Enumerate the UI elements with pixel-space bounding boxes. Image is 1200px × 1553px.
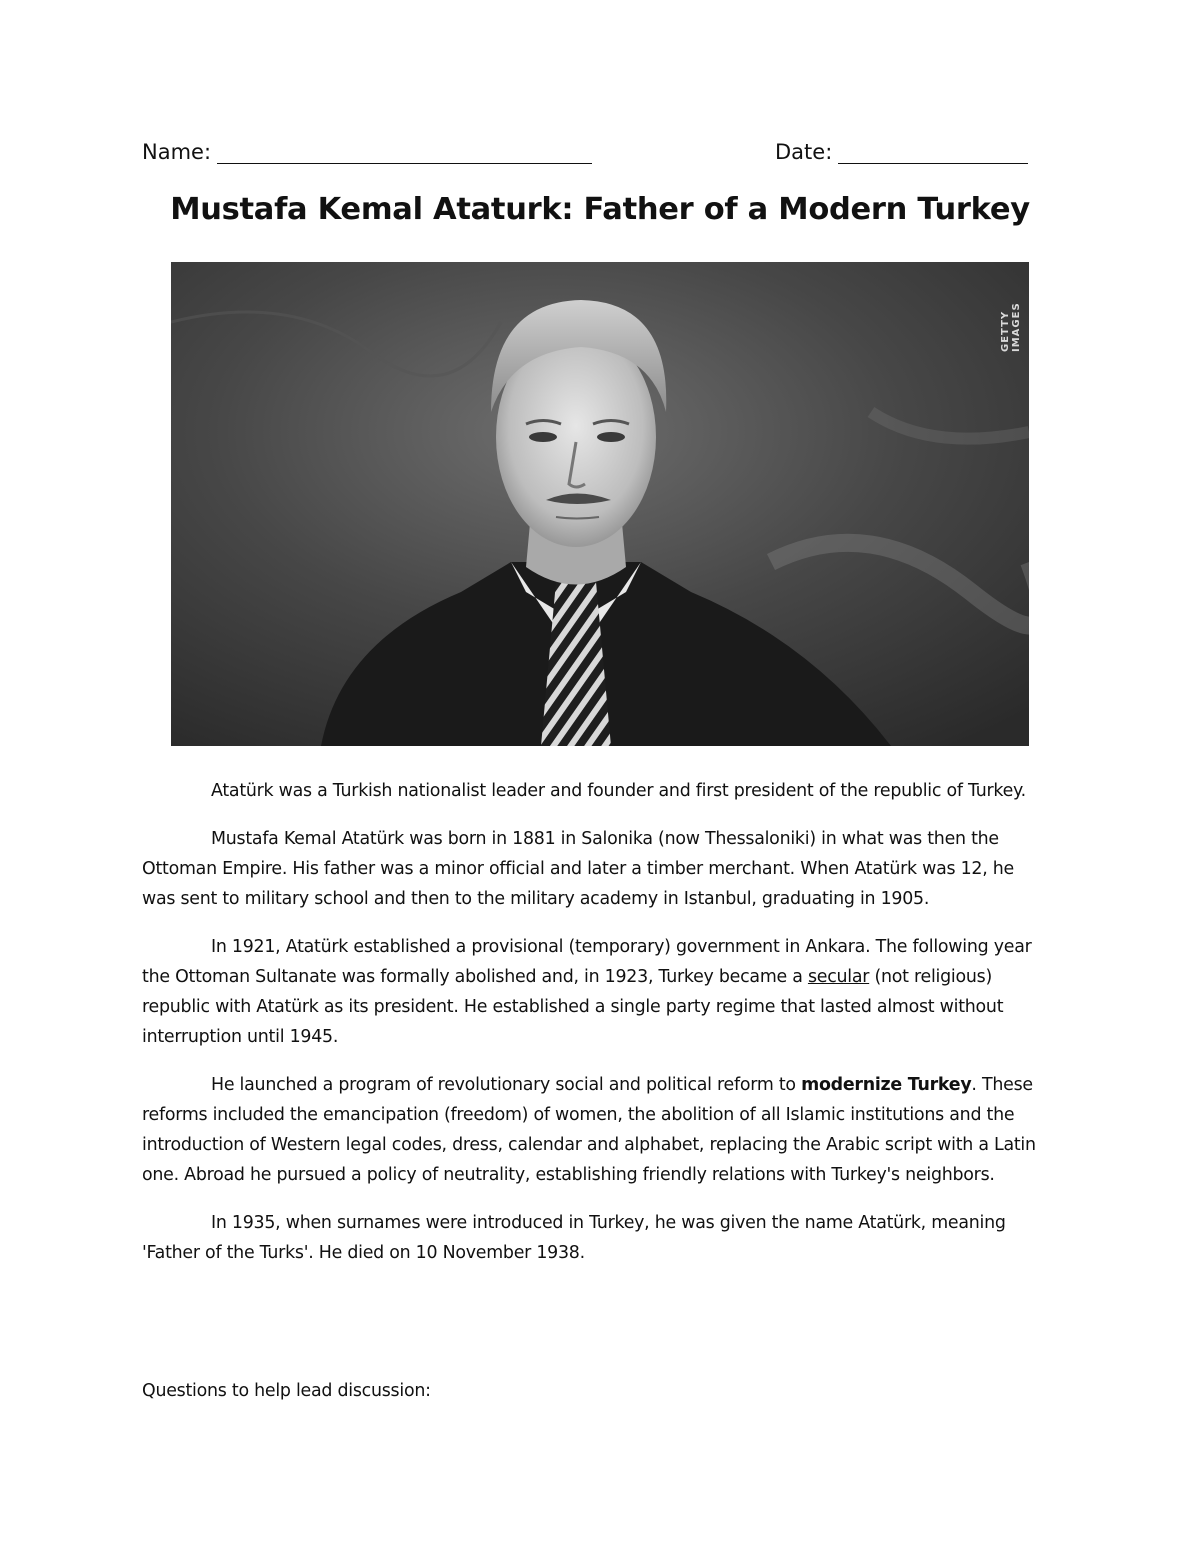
date-blank-line[interactable] xyxy=(838,141,1028,164)
portrait-photo xyxy=(171,262,1029,746)
date-field[interactable] xyxy=(775,140,1028,164)
name-label: Name: xyxy=(142,140,212,164)
term-modernize-turkey: modernize Turkey xyxy=(801,1075,972,1095)
header-fields xyxy=(142,140,1042,172)
name-blank-line[interactable] xyxy=(217,141,592,164)
page-title: Mustafa Kemal Ataturk: Father of a Modern Turkey xyxy=(170,192,1030,227)
paragraph-reforms-part-1: He launched a program of revolutionary social and political reform to xyxy=(211,1075,802,1095)
paragraph-republic-part-1: In 1921, Atatürk established a provisional (temporary) government in Ankara. The following year the Ottoman Sultanate was formally abolished and, in 1923, Turkey became a xyxy=(142,937,1032,987)
paragraph-surname: In 1935, when surnames were introduced in Turkey, he was given the name Atatürk, meaning 'Father of the Turks'. He died on 10 November 1938. xyxy=(142,1213,1006,1263)
paragraph-intro: Atatürk was a Turkish nationalist leader and founder and first president of the republic of Turkey. xyxy=(211,781,1026,801)
paragraph-republic xyxy=(142,932,1047,1052)
term-secular: secular xyxy=(807,967,870,987)
paragraph-republic-part-2: (not religious) republic with Atatürk as its president. He established a single party regime that lasted almost without interruption until 1945. xyxy=(142,967,1004,1047)
article-body xyxy=(142,776,1047,1286)
portrait-image xyxy=(171,262,1029,746)
paragraph-early-life: Mustafa Kemal Atatürk was born in 1881 in Salonika (now Thessaloniki) in what was then the Ottoman Empire. His father was a minor official and later a timber merchant. When Atatürk was 12, he was sent to military school and then to the military academy in Istanbul, graduating in 1905. xyxy=(142,829,1014,909)
getty-images-watermark: GETTY IMAGES xyxy=(1000,302,1022,352)
paragraph-reforms-part-2: . These reforms included the emancipation (freedom) of women, the abolition of all Islamic institutions and the introduction of Western legal codes, dress, calendar and alphabet, replacing the Arabic script with a Latin one. Abroad he pursued a policy of neutrality, establishing friendly relations with Turkey's neighbors. xyxy=(142,1075,1036,1185)
questions-heading: Questions to help lead discussion: xyxy=(142,1381,431,1401)
paragraph-reforms xyxy=(142,1070,1047,1190)
date-label: Date: xyxy=(775,140,833,164)
name-field[interactable] xyxy=(142,140,592,164)
